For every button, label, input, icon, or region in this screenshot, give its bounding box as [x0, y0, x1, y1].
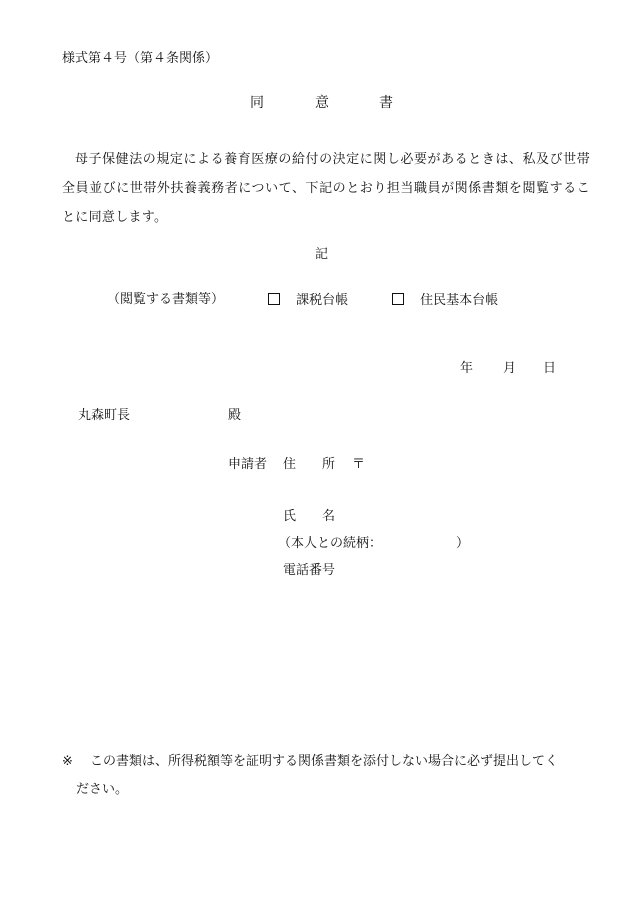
option-resident-register[interactable]	[392, 293, 498, 307]
name-label: 氏 名	[283, 509, 336, 524]
checkbox-tax-ledger[interactable]	[268, 293, 280, 305]
option-tax-ledger[interactable]	[268, 293, 348, 307]
note-line-2: ださい。	[76, 782, 129, 797]
relation-label: （本人との続柄：	[278, 536, 383, 551]
checkbox-resident-register[interactable]	[392, 293, 404, 305]
address-label: 住 所	[283, 457, 336, 472]
note-line-1: この書類は、所得税額等を証明する関係書類を添付しない場合に必ず提出してく	[90, 754, 559, 769]
date-month: 月	[503, 361, 517, 376]
title-char-3: 書	[379, 95, 393, 111]
ki-heading: 記	[315, 247, 329, 262]
option-tax-ledger-label: 課税台帳	[296, 293, 349, 308]
applicant-label: 申請者	[228, 457, 268, 472]
documents-label: （閲覧する書類等）	[107, 292, 225, 307]
form-number: 様式第４号（第４条関係）	[62, 51, 219, 66]
option-resident-register-label: 住民基本台帳	[420, 293, 499, 308]
relation-close: ）	[456, 536, 470, 551]
footnote	[62, 748, 590, 804]
addressee-name: 丸森町長	[78, 408, 131, 423]
postal-mark: 〒	[352, 457, 366, 472]
date-day: 日	[543, 361, 557, 376]
consent-body: 母子保健法の規定による養育医療の給付の決定に関し必要があるときは、私及び世帯全員並びに世帯外扶養義務者について、下記のとおり担当職員が関係書類を閲覧することに同意します。	[62, 152, 590, 225]
note-mark: ※	[62, 754, 73, 769]
date-year: 年	[460, 361, 474, 376]
phone-label: 電話番号	[283, 563, 336, 578]
title-char-2: 意	[315, 95, 329, 111]
addressee-honorific: 殿	[228, 408, 242, 423]
title-char-1: 同	[250, 95, 264, 111]
